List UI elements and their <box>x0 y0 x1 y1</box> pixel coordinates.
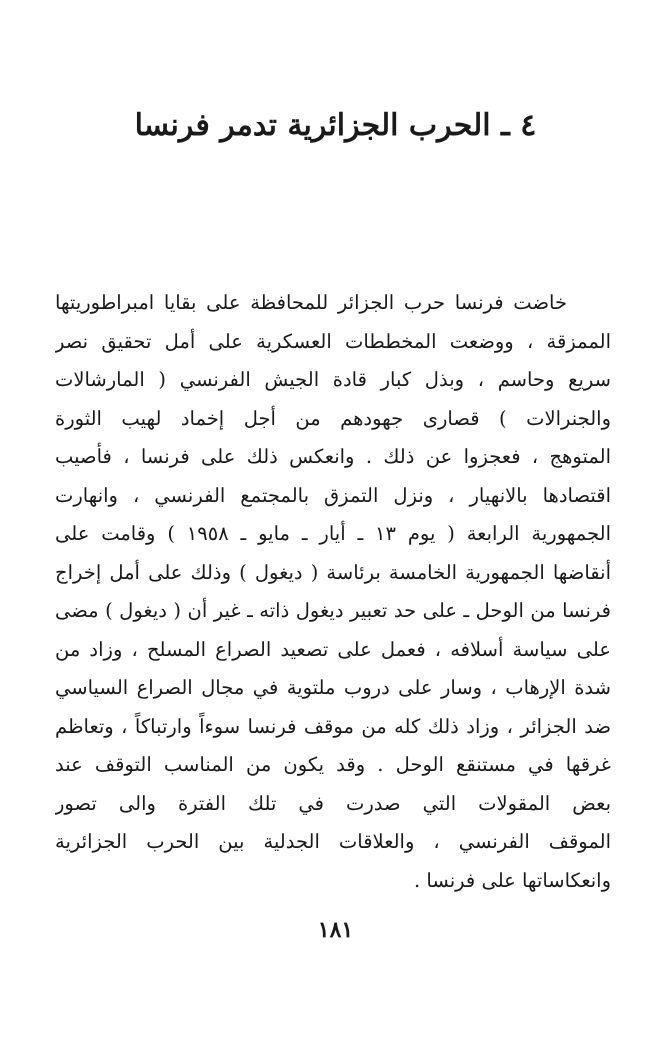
paragraph-line: غرقها في مستنقع الوحل . وقد يكون من المناسب التوقف عند <box>55 753 611 776</box>
paragraph-line: ضد الجزائر ، وزاد ذلك كله من موقف فرنسا سوءاً وارتباكاً ، وتعاظم <box>55 714 611 738</box>
paragraph-line: أنقاضها الجمهورية الخامسة برئاسة ( ديغول ) وذلك على أمل إخراج <box>55 560 611 584</box>
paragraph-line: على سياسة أسلافه ، فعمل على تصعيد الصراع المسلح ، وزاد من <box>55 637 611 661</box>
paragraph-line: اقتصادها بالانهيار ، ونزل التمزق بالمجتمع الفرنسي ، وانهارت <box>55 483 611 507</box>
paragraph-line: المتوهج ، فعجزوا عن ذلك . وانعكس ذلك على فرنسا ، فأصيب <box>55 445 611 468</box>
page-number: ١٨١ <box>317 917 354 943</box>
paragraph-line: والجنرالات ) قصارى جهودهم من أجل إخماد لهيب الثورة <box>55 406 611 430</box>
body-paragraph <box>55 284 611 900</box>
chapter-title: ٤ ـ الحرب الجزائرية تدمر فرنسا <box>134 108 537 143</box>
paragraph-line: الممزقة ، ووضعت المخططات العسكرية على أمل تحقيق نصر <box>55 329 611 353</box>
paragraph-line: سريع وحاسم ، وبذل كبار قادة الجيش الفرنسي ( المارشالات <box>55 368 611 391</box>
paragraph-line: شدة الإرهاب ، وسار على دروب ملتوية في مجال الصراع السياسي <box>55 676 611 699</box>
paragraph-line: الجمهورية الرابعة ( يوم ١٣ ـ أيار ـ مايو ـ ١٩٥٨ ) وقامت على <box>55 522 611 545</box>
paragraph-line: وانعكاساتها على فرنسا . <box>414 868 611 892</box>
paragraph-line: خاضت فرنسا حرب الجزائر للمحافظة على بقايا امبراطوريتها <box>55 291 567 314</box>
paragraph-line: الموقف الفرنسي ، والعلاقات الجدلية بين الحرب الجزائرية <box>55 830 611 853</box>
paragraph-line: بعض المقولات التي صدرت في تلك الفترة والى تصور <box>55 791 611 815</box>
paragraph-line: فرنسا من الوحل ـ على حد تعبير ديغول ذاته ـ غير أن ( ديغول ) مضى <box>55 599 611 622</box>
